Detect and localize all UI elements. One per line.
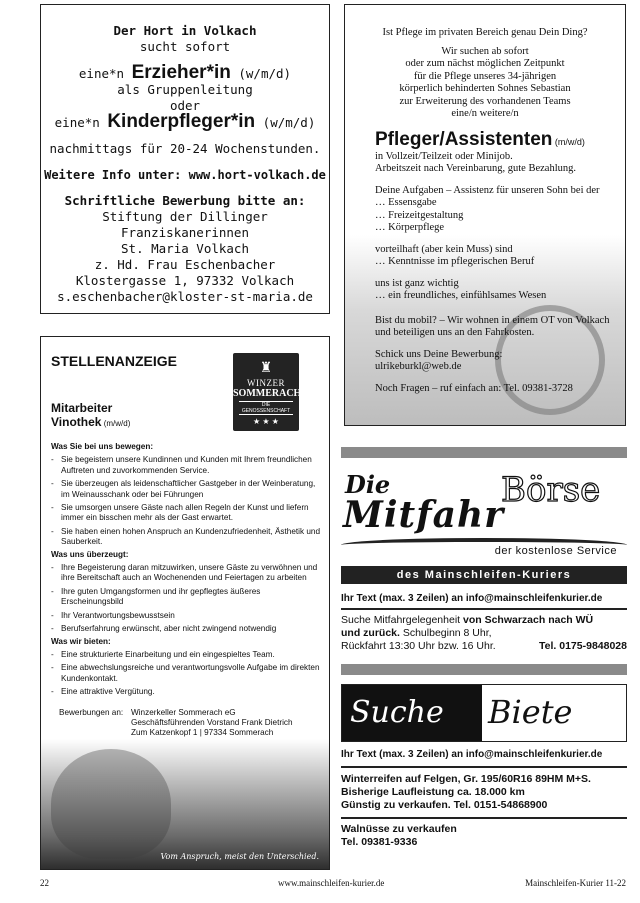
hort-title: Der Hort in Volkach bbox=[113, 23, 257, 38]
pflege-text: … Essensgabe bbox=[375, 197, 437, 208]
list-item: - Sie haben einen hohen Anspruch an Kundenzufriedenheit, Ästhetik und Sauberkeit. bbox=[51, 527, 323, 548]
application-label: Bewerbungen an: bbox=[59, 707, 124, 717]
hort-address-2: St. Maria Volkach bbox=[121, 241, 249, 256]
hort-address-1: Stiftung der Dillinger Franziskanerinnen bbox=[102, 209, 268, 240]
hort-email[interactable]: s.eschenbacher@kloster-st-maria.de bbox=[57, 289, 313, 304]
section-heading: Was wir bieten: bbox=[51, 636, 111, 646]
pflege-intro-line: körperlich behinderten Sohnes Sebastian bbox=[399, 83, 571, 94]
banner-subtitle: der kostenlose Service bbox=[494, 545, 617, 557]
pflege-intro-line: Wir suchen ab sofort bbox=[441, 45, 529, 57]
divider bbox=[341, 608, 627, 610]
pflege-text: … Körperpflege bbox=[375, 222, 445, 233]
pflege-text: uns ist ganz wichtig bbox=[375, 277, 459, 289]
cat-photo bbox=[41, 739, 329, 869]
address-line: Geschäftsführenden Vorstand Frank Dietrich bbox=[131, 717, 293, 727]
divider bbox=[341, 817, 627, 819]
pflege-question: Ist Pflege im privaten Bereich genau Dein Ding? bbox=[382, 27, 588, 38]
banner-die: Die bbox=[345, 470, 391, 499]
hort-apply-heading: Schriftliche Bewerbung bitte an: bbox=[64, 193, 306, 208]
pflege-text: … ein freundliches, einfühlsames Wesen bbox=[375, 290, 547, 301]
banner-mitfahr: Mitfahr bbox=[343, 494, 505, 536]
stars-icon: ★ ★ ★ bbox=[253, 417, 279, 426]
footer-url[interactable]: www.mainschleifen-kurier.de bbox=[278, 878, 385, 888]
hort-hours: nachmittags für 20-24 Wochenstunden. bbox=[49, 141, 321, 156]
hort-position-2: eine*n Kinderpfleger*in (w/m/d) bbox=[54, 111, 316, 132]
list-1 bbox=[51, 455, 323, 547]
pflege-title: Pfleger/Assistenten (m/w/d) bbox=[375, 128, 585, 150]
pflege-text: Bist du mobil? – Wir wohnen in einem OT von Volkach bbox=[375, 314, 610, 326]
submit-info-2: Ihr Text (max. 3 Zeilen) an info@mainschleifenkurier.de bbox=[341, 749, 603, 760]
classified-ad-ride: Suche Mitfahrgelegenheit von Schwarzach nach WÜ und zurück. Schulbeginn 8 Uhr, Rückfahrt 13:30 Uhr bzw. 16 Uhr. Tel. 0175-9848028 bbox=[341, 614, 627, 652]
pflege-text: Deine Aufgaben – Assistenz für unseren Sohn bei der bbox=[375, 184, 600, 196]
section-heading: Was Sie bei uns bewegen: bbox=[51, 442, 154, 451]
classified-ad-tires: Winterreifen auf Felgen, Gr. 195/60R16 89HM M+S. Bisherige Laufleistung ca. 18.000 km Günstig zu verkaufen. Tel. 0151-54868900 bbox=[341, 773, 591, 811]
pflege-job-ad bbox=[344, 4, 626, 426]
list-3 bbox=[51, 650, 323, 698]
pflege-intro-line: zur Erweiterung des vorhandenen Teams bbox=[399, 95, 571, 107]
pflege-intro-line: für die Pflege unseres 34-jährigen bbox=[413, 70, 557, 82]
pflege-text: … Freizeitgestaltung bbox=[375, 209, 464, 221]
winzer-signature: Vom Anspruch, meist den Unterschied. bbox=[160, 852, 319, 861]
pflege-text: … Kenntnisse im pflegerischen Beruf bbox=[375, 256, 535, 267]
list-item: - Sie begeistern unsere Kundinnen und Kunden mit Ihrem freundlichen Auftreten und zuvorkommenden Service. bbox=[51, 455, 323, 476]
logo-text: WINZER bbox=[247, 378, 285, 388]
pflege-text: vorteilhaft (aber kein Muss) sind bbox=[375, 243, 513, 255]
pflege-text: und beteiligen uns an den Fahrkosten. bbox=[375, 327, 535, 338]
divider-bar bbox=[341, 664, 627, 675]
winzer-job-ad bbox=[40, 336, 330, 870]
hort-info-link[interactable]: Weitere Info unter: www.hort-volkach.de bbox=[44, 168, 326, 182]
pflege-text: Arbeitszeit nach Vereinbarung, gute Bezahlung. bbox=[375, 163, 576, 174]
address-line: Zum Katzenkopf 1 | 97334 Sommerach bbox=[131, 728, 274, 738]
list-item: - Eine abwechslungsreiche und verantwortungsvolle Aufgabe im direkten Kundenkontakt. bbox=[51, 663, 323, 684]
list-item: - Eine strukturierte Einarbeitung und ein eingespieltes Team. bbox=[51, 650, 323, 660]
mitfahrboerse-banner bbox=[341, 470, 627, 586]
list-item: - Ihr Verantwortungsbewusstsein bbox=[51, 611, 323, 621]
crest-icon: ♜ bbox=[259, 359, 273, 375]
list-item: - Eine attraktive Vergütung. bbox=[51, 687, 323, 697]
list-2 bbox=[51, 563, 323, 634]
banner-biete: Biete bbox=[488, 693, 573, 731]
section-heading: Was uns überzeugt: bbox=[51, 549, 129, 559]
hort-address-3: z. Hd. Frau Eschenbacher bbox=[94, 257, 276, 272]
banner-band: des Mainschleifen-Kuriers bbox=[341, 566, 627, 584]
winzer-job-title: Mitarbeiter Vinothek (m/w/d) bbox=[51, 401, 131, 429]
hort-position-1: eine*n Erzieher*in (w/m/d) bbox=[78, 62, 292, 83]
list-item: - Sie umsorgen unsere Gäste nach allen Regeln der Kunst und liefern immer ein bisschen mehr als der Gast erwartet. bbox=[51, 503, 323, 524]
list-item: - Ihre Begeisterung daran mitzuwirken, unsere Gäste zu verwöhnen und ihre Bereitschaft auch an Wochenenden und Feiertagen zu arbeiten bbox=[51, 563, 323, 584]
winzer-header: STELLENANZEIGE bbox=[51, 353, 178, 369]
logo-text: SOMMERACH bbox=[233, 388, 302, 399]
pflege-intro-line: oder zum nächst möglichen Zeitpunkt bbox=[405, 58, 565, 69]
hort-role: als Gruppenleitung bbox=[117, 82, 253, 97]
hort-subtitle: sucht sofort bbox=[139, 39, 231, 54]
winzer-body bbox=[51, 440, 323, 749]
winzer-sommerach-logo bbox=[233, 353, 302, 431]
submit-info-1: Ihr Text (max. 3 Zeilen) an info@mainschleifenkurier.de bbox=[341, 593, 603, 604]
hort-address-4: Klostergasse 1, 97332 Volkach bbox=[75, 273, 295, 288]
classified-ad-walnuts: Walnüsse zu verkaufen Tel. 09381-9336 bbox=[341, 823, 457, 848]
address-line: Winzerkeller Sommerach eG bbox=[131, 707, 236, 717]
page-number: 22 bbox=[40, 878, 49, 888]
banner-boerse: Börse bbox=[501, 470, 601, 510]
list-item: - Berufserfahrung erwünscht, aber nicht zwingend notwendig bbox=[51, 624, 323, 634]
hort-job-ad bbox=[40, 4, 330, 314]
suche-biete-banner bbox=[341, 684, 627, 742]
banner-suche: Suche bbox=[342, 685, 482, 741]
pflege-phone: Noch Fragen – ruf einfach an: Tel. 09381-3728 bbox=[375, 382, 573, 394]
divider bbox=[341, 766, 627, 768]
pflege-intro-line: eine/n weitere/n bbox=[451, 108, 519, 119]
pflege-email[interactable]: ulrikeburkl@web.de bbox=[375, 361, 462, 372]
pflege-text: Schick uns Deine Bewerbung: bbox=[375, 348, 503, 360]
logo-text: DIE GENOSSENSCHAFT bbox=[239, 401, 293, 415]
hort-or: oder bbox=[169, 98, 201, 113]
divider-bar bbox=[341, 447, 627, 458]
footer-issue: Mainschleifen-Kurier 11-22 bbox=[525, 878, 626, 888]
pflege-text: in Vollzeit/Teilzeit oder Minijob. bbox=[375, 150, 513, 162]
list-item: - Ihre guten Umgangsformen und ihr gepflegtes äußeres Erscheinungsbild bbox=[51, 587, 323, 608]
list-item: - Sie überzeugen als leidenschaftlicher Gastgeber in der Weinberatung, im Weinausschank oder bei Führungen bbox=[51, 479, 323, 500]
